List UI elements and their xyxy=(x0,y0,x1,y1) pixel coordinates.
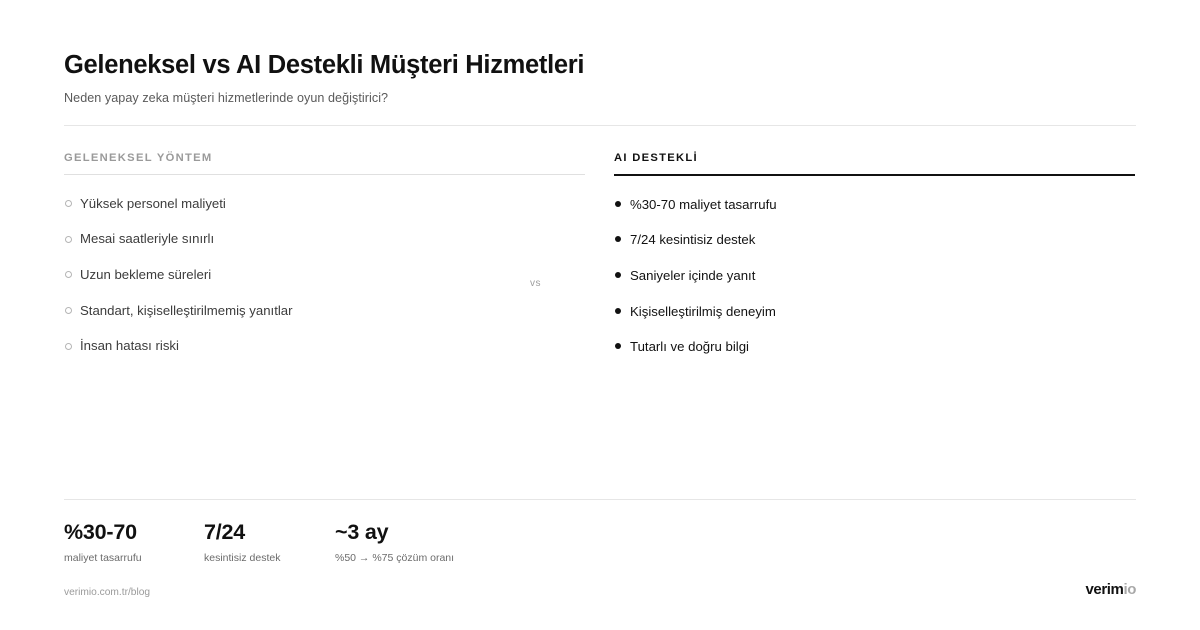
list-item: İnsan hatası riski xyxy=(64,336,585,355)
page-title: Geleneksel vs AI Destekli Müşteri Hizmetleri xyxy=(64,51,585,79)
brand-logo-suffix: io xyxy=(1123,581,1136,598)
list-item: 7/24 kesintisiz destek xyxy=(614,230,1135,249)
brand-logo xyxy=(1085,581,1136,598)
header-divider xyxy=(64,125,1136,126)
stats-row xyxy=(64,521,1136,564)
stat-item xyxy=(204,521,335,564)
footer xyxy=(64,499,1136,630)
stat-item xyxy=(335,521,454,564)
stat-value: 7/24 xyxy=(204,520,246,545)
footer-divider xyxy=(64,499,1136,500)
ai-list xyxy=(614,195,1135,357)
column-heading-ai: AI DESTEKLİ xyxy=(614,151,698,164)
stat-label: %50 → %75 çözüm oranı xyxy=(335,552,455,564)
column-divider-traditional xyxy=(64,174,585,175)
column-heading-traditional: GELENEKSEL YÖNTEM xyxy=(64,151,213,164)
list-item: Kişiselleştirilmiş deneyim xyxy=(614,302,1135,321)
list-item: Mesai saatleriyle sınırlı xyxy=(64,229,585,248)
footer-bottom xyxy=(64,581,1136,630)
traditional-list xyxy=(64,194,585,356)
stat-value: %30-70 xyxy=(64,520,137,545)
list-item: Tutarlı ve doğru bilgi xyxy=(614,337,1135,356)
comparison-column-ai xyxy=(614,152,1135,373)
list-item: Uzun bekleme süreleri xyxy=(64,265,585,284)
site-url[interactable]: verimio.com.tr/blog xyxy=(64,587,151,598)
comparison-column-traditional xyxy=(64,152,585,373)
column-divider-ai xyxy=(614,174,1135,176)
column-gap xyxy=(585,152,614,373)
brand-logo-main: verim xyxy=(1085,581,1124,598)
list-item: Standart, kişiselleştirilmemiş yanıtlar xyxy=(64,301,585,320)
stat-value: ~3 ay xyxy=(335,520,389,545)
comparison-section xyxy=(64,152,1136,373)
page-subtitle: Neden yapay zeka müşteri hizmetlerinde oyun değiştirici? xyxy=(64,90,389,105)
stat-item xyxy=(64,521,204,564)
list-item: Yüksek personel maliyeti xyxy=(64,194,585,213)
stat-label: kesintisiz destek xyxy=(204,552,281,564)
list-item: Saniyeler içinde yanıt xyxy=(614,266,1135,285)
stat-label: maliyet tasarrufu xyxy=(64,552,142,564)
vs-label: vs xyxy=(530,278,541,289)
header xyxy=(64,50,1136,126)
list-item: %30-70 maliyet tasarrufu xyxy=(614,195,1135,214)
